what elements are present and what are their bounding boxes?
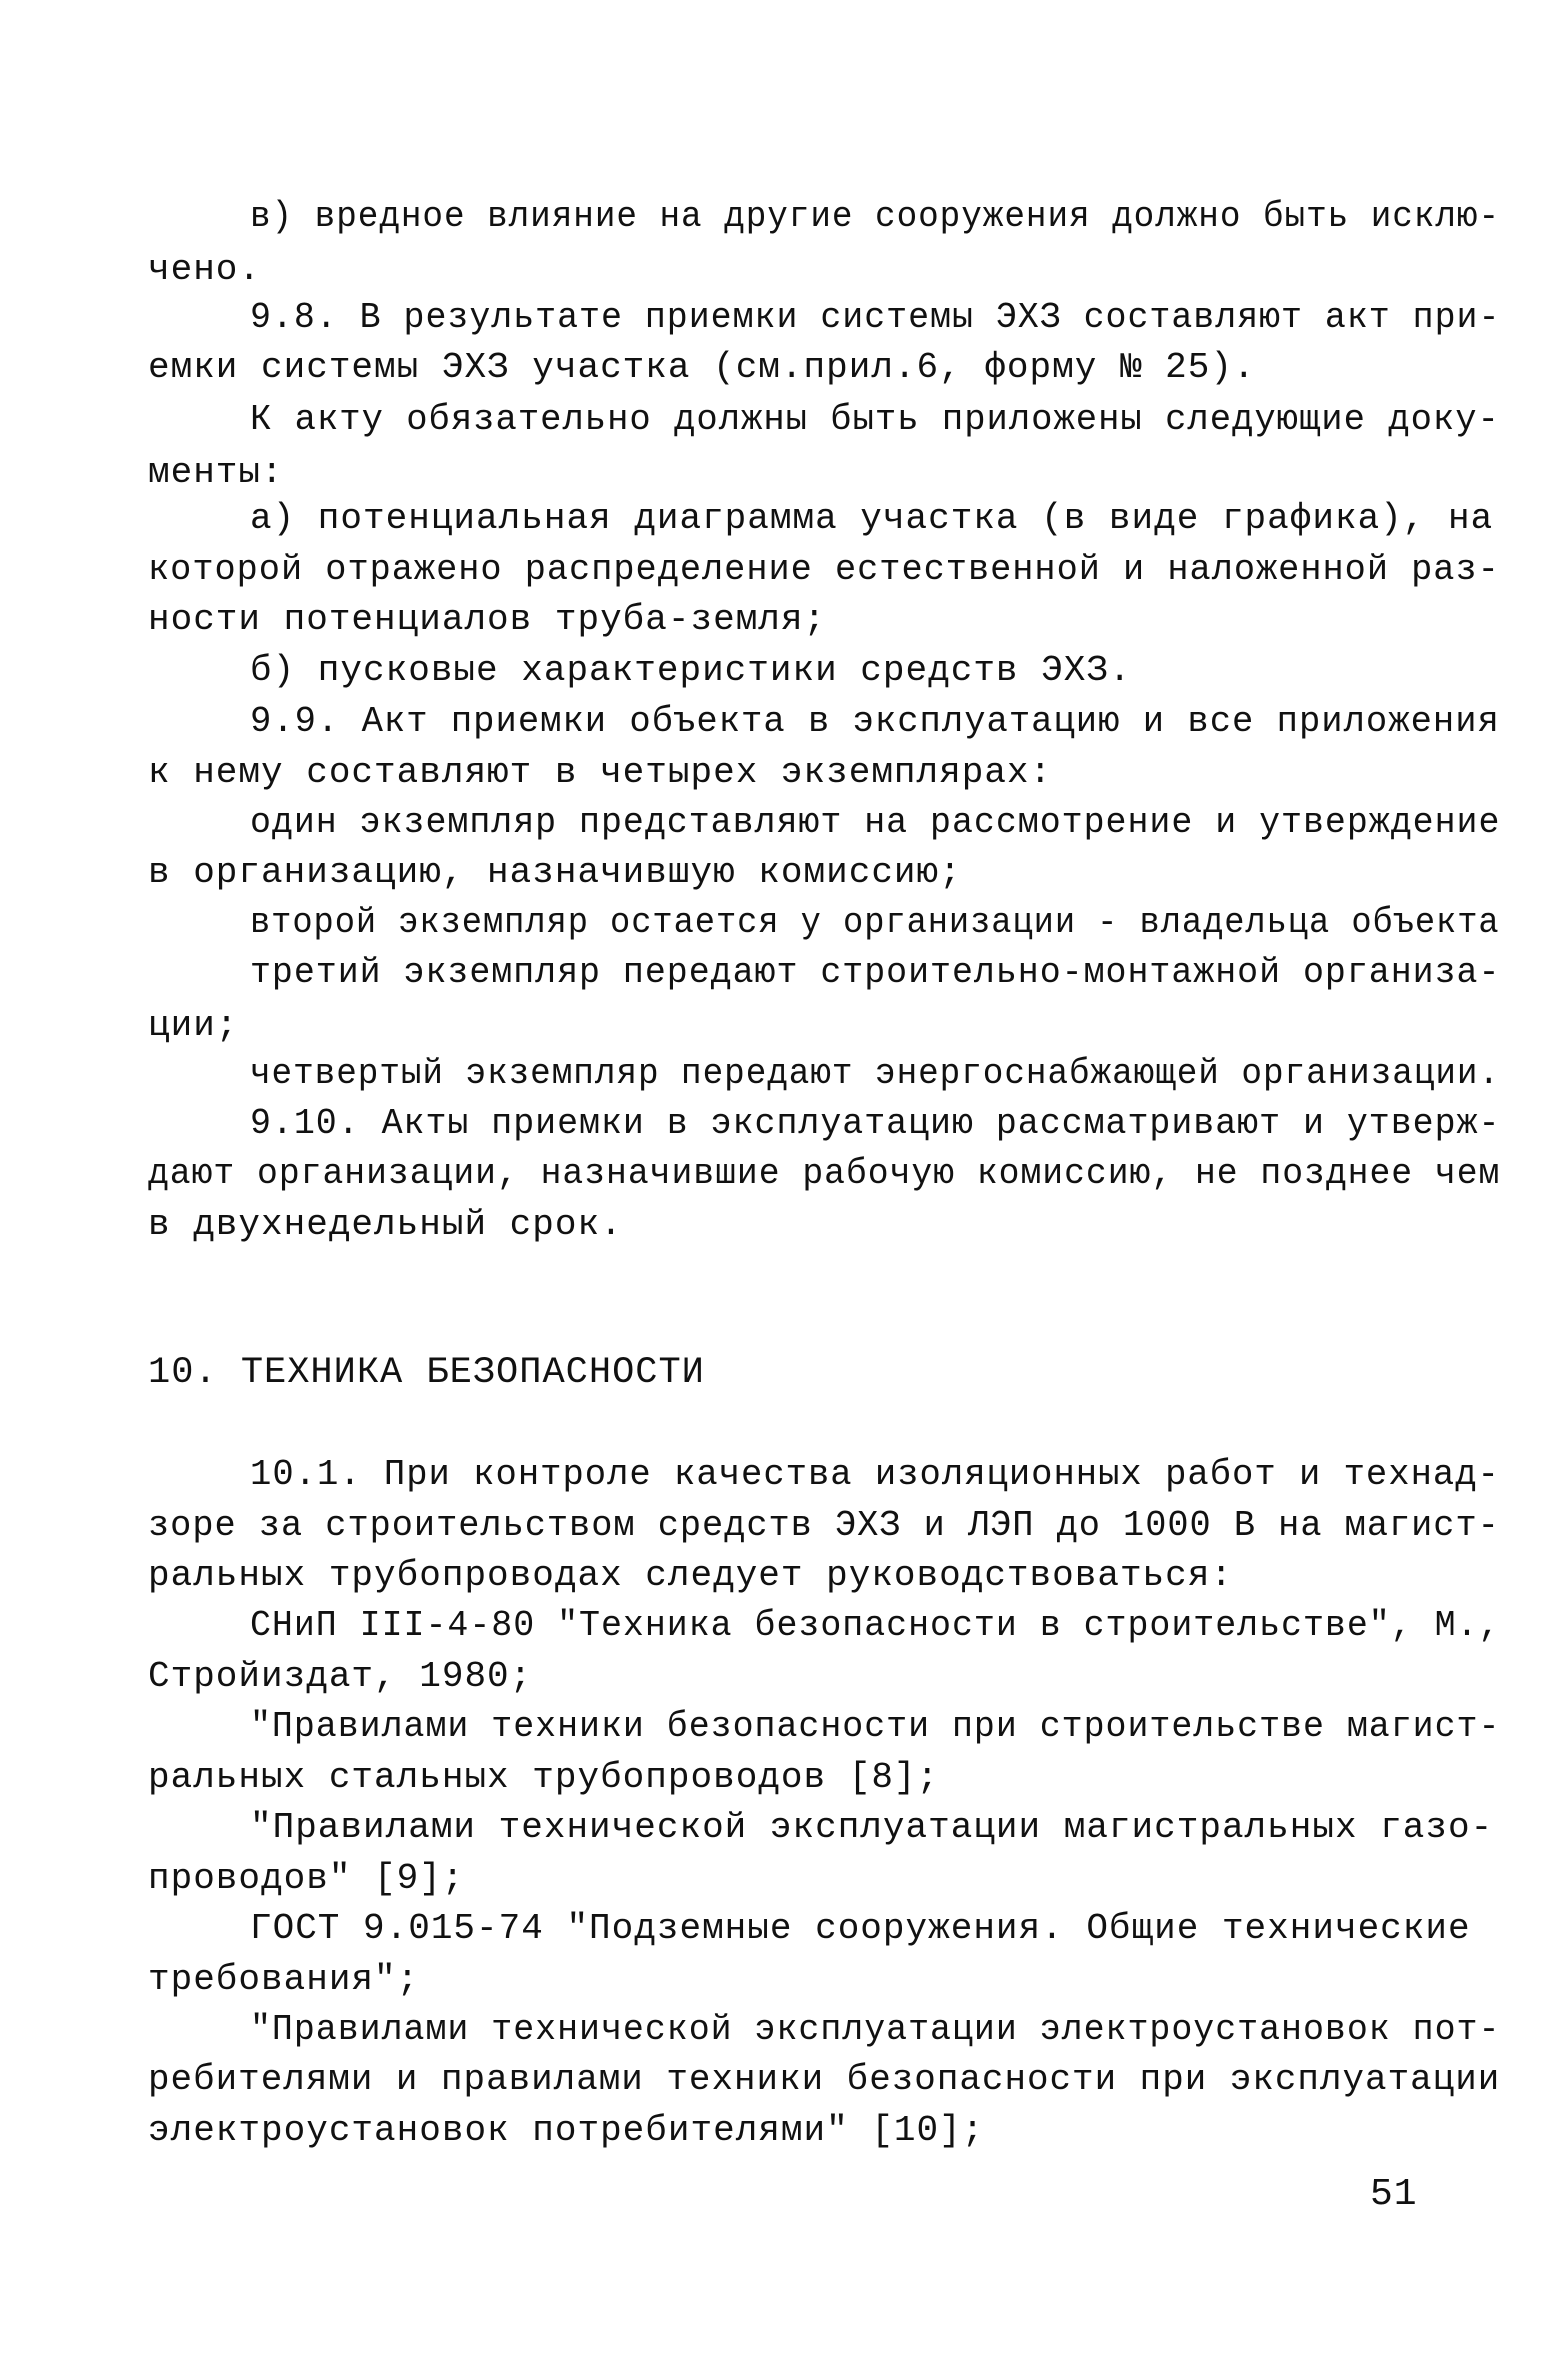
text-line: СНиП III-4-80 "Техника безопасности в строительстве", М.,: [250, 1605, 1501, 1646]
text-line: зоре за строительством средств ЭХЗ и ЛЭП до 1000 В на магист-: [148, 1505, 1500, 1546]
text-line: к нему составляют в четырех экземплярах:: [148, 752, 1053, 793]
text-line: ребителями и правилами техники безопасности при эксплуатации: [148, 2059, 1501, 2100]
text-line: ГОСТ 9.015-74 "Подземные сооружения. Общие технические: [250, 1908, 1471, 1949]
page-number: 51: [1370, 2173, 1418, 2216]
text-line: требования";: [148, 1959, 420, 2000]
text-line: ности потенциалов труба-земля;: [148, 599, 827, 640]
text-line: второй экземпляр остается у организации - владельца объекта: [250, 902, 1500, 943]
text-line: электроустановок потребителями" [10];: [148, 2110, 985, 2151]
text-line: в двухнедельный срок.: [148, 1204, 623, 1245]
text-line: ции;: [148, 1005, 239, 1046]
text-line: Стройиздат, 1980;: [148, 1656, 533, 1697]
text-line: 9.9. Акт приемки объекта в эксплуатацию и все приложения: [250, 701, 1500, 742]
text-line: "Правилами техники безопасности при строительстве магист-: [250, 1706, 1501, 1747]
text-line: б) пусковые характеристики средств ЭХЗ.: [250, 650, 1132, 691]
text-line: "Правилами технической эксплуатации магистральных газо-: [250, 1807, 1494, 1848]
text-line: 10.1. При контроле качества изоляционных работ и технад-: [250, 1454, 1500, 1495]
text-line: которой отражено распределение естественной и наложенной раз-: [148, 549, 1500, 590]
text-line: дают организации, назначившие рабочую комиссию, не позднее чем: [148, 1153, 1501, 1194]
text-line: в) вредное влияние на другие сооружения должно быть исклю-: [250, 196, 1501, 237]
text-line: "Правилами технической эксплуатации электроустановок пот-: [250, 2009, 1501, 2050]
text-line: чено.: [148, 249, 262, 290]
text-line: четвертый экземпляр передают энергоснабжающей организации.: [250, 1053, 1501, 1094]
text-line: емки системы ЭХЗ участка (см.прил.6, форму № 25).: [148, 347, 1256, 388]
section-heading: 10. ТЕХНИКА БЕЗОПАСНОСТИ: [148, 1352, 705, 1394]
text-line: менты:: [148, 452, 284, 493]
text-line: 9.10. Акты приемки в эксплуатацию рассматривают и утверж-: [250, 1103, 1501, 1144]
text-line: проводов" [9];: [148, 1858, 465, 1899]
text-line: а) потенциальная диаграмма участка (в виде графика), на: [250, 498, 1494, 539]
text-line: 9.8. В результате приемки системы ЭХЗ составляют акт при-: [250, 297, 1501, 338]
text-line: один экземпляр представляют на рассмотрение и утверждение: [250, 802, 1501, 843]
text-line: ральных стальных трубопроводов [8];: [148, 1757, 940, 1798]
text-line: третий экземпляр передают строительно-монтажной организа-: [250, 952, 1501, 993]
text-line: ральных трубопроводах следует руководствоваться:: [148, 1555, 1233, 1596]
text-line: в организацию, назначившую комиссию;: [148, 852, 962, 893]
text-line: К акту обязательно должны быть приложены следующие доку-: [250, 399, 1500, 440]
